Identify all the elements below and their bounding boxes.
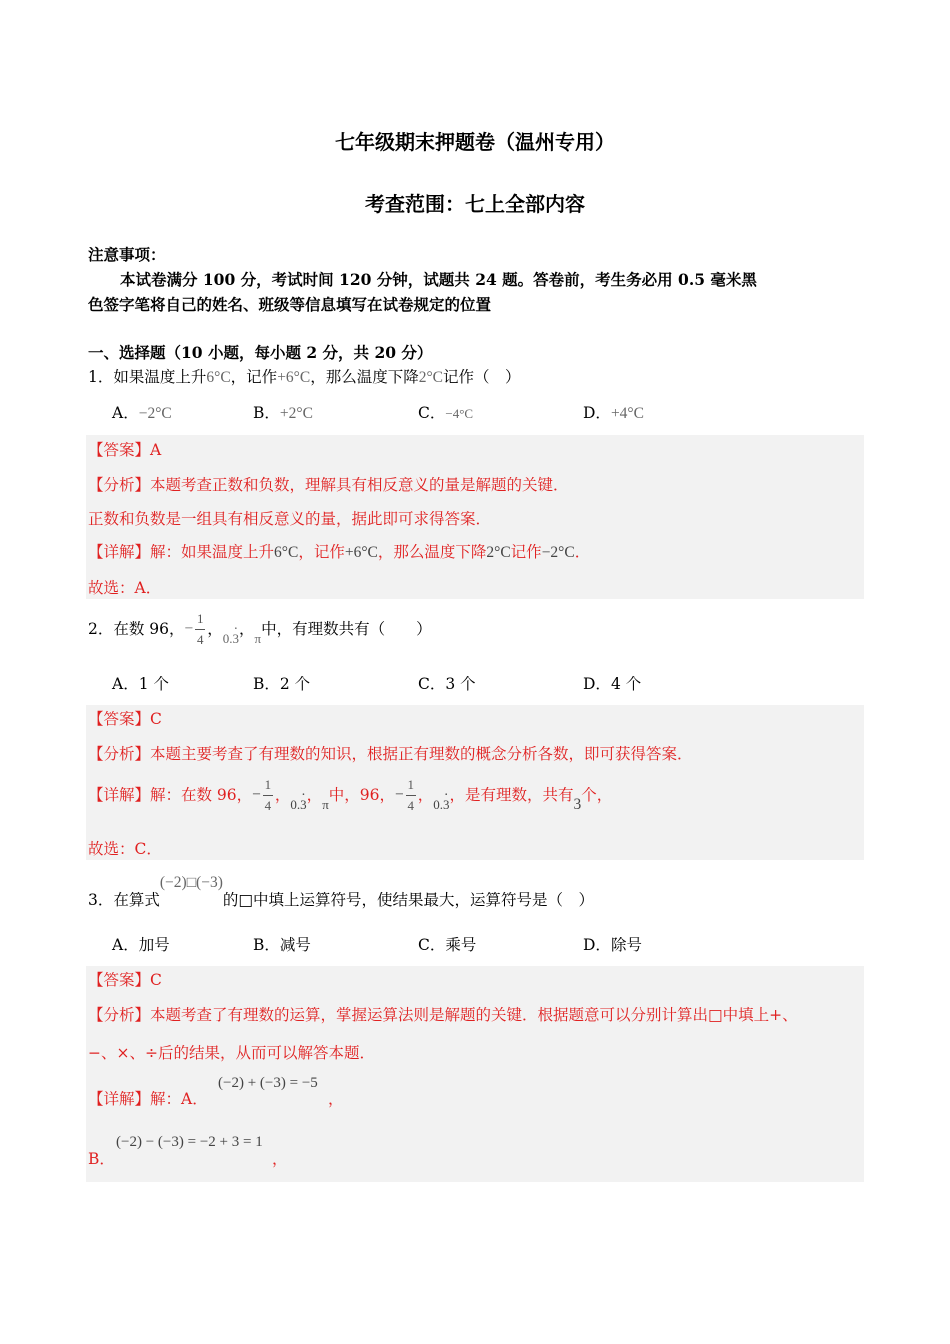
- q3-option-d: D．除号: [583, 936, 642, 954]
- q3-label-b: B．: [88, 1150, 115, 1168]
- q3-option-b: B．减号: [253, 936, 311, 954]
- q1-option-a: A．−2°C: [112, 404, 172, 422]
- q1-analysis-2: 正数和负数是一组具有相反意义的量，据此即可求得答案．: [88, 510, 492, 528]
- page-subtitle: 考查范围：七上全部内容: [365, 192, 585, 216]
- q3-equation-a: (−2) + (−3) = −5: [218, 1075, 318, 1091]
- math-2c: 2°C: [418, 369, 444, 386]
- q1-stem: 1．如果温度上升6°C，记作+6°C，那么温度下降2°C记作（ ）: [88, 368, 521, 386]
- q2-option-b: B．2 个: [253, 675, 311, 693]
- q2-option-c: C．3 个: [418, 675, 476, 693]
- notice-line-2: 色签字笔将自己的姓名、班级等信息填写在试卷规定的位置: [88, 295, 492, 314]
- q2-analysis-1: 【分析】本题主要考查了有理数的知识，根据正有理数的概念分析各数，即可获得答案．: [88, 745, 693, 763]
- q2-answer: 【答案】C: [88, 710, 162, 728]
- q3-answer: 【答案】C: [88, 971, 162, 989]
- q3-analysis-1: 【分析】本题考查了有理数的运算，掌握运算法则是解题的关键．根据题意可以分别计算出□中填上+、: [88, 1006, 798, 1024]
- q3-detail-a: 【详解】解：A．: [88, 1090, 208, 1108]
- q1-answer: 【答案】A: [88, 441, 162, 459]
- q3-analysis-2: −、×、÷后的结果，从而可以解答本题．: [88, 1044, 375, 1062]
- repeating-decimal-dot: 3 ·: [233, 631, 240, 646]
- q2-option-d: D．4 个: [583, 675, 642, 693]
- q3-comma-a: ，: [328, 1090, 344, 1108]
- q2-option-a: A．1 个: [112, 675, 169, 693]
- q1-analysis-1: 【分析】本题考查正数和负数，理解具有相反意义的量是解题的关键．: [88, 476, 569, 494]
- q1-detail: 【详解】解：如果温度上升6°C，记作+6°C，那么温度下降2°C记作−2°C．: [88, 543, 591, 561]
- section-heading: 一、选择题（10 小题，每小题 2 分，共 20 分）: [88, 343, 433, 362]
- q3-option-a: A．加号: [112, 936, 170, 954]
- notice-line-1: 本试卷满分 100 分，考试时间 120 分钟，试题共 24 题。答卷前，考生务必用 0.5 毫米黑: [120, 270, 757, 289]
- q1-option-d: D．+4°C: [583, 404, 644, 422]
- page-title: 七年级期末押题卷（温州专用）: [335, 130, 615, 154]
- q3-option-c: C．乘号: [418, 936, 477, 954]
- q2-stem: 2．在数 96，− $\frac{1}{4}$ ，$_{0.3}$ ·，$_\pi$中，有理数共有（ ）: [88, 612, 432, 647]
- q1-conclusion: 故选：A．: [88, 579, 162, 597]
- q3-stem: 3．在算式(−2)□(−3)的□中填上运算符号，使结果最大，运算符号是（ ）: [88, 874, 595, 909]
- fraction-one-quarter: $\frac{1}{4}$: [197, 611, 204, 647]
- math-6c: 6°C: [206, 369, 231, 386]
- notice-heading: 注意事项：: [88, 245, 166, 264]
- math-plus-6c: +6°C: [277, 369, 311, 386]
- math-expression: (−2)□(−3): [159, 874, 223, 891]
- q1-option-b: B．+2°C: [253, 404, 313, 422]
- q3-comma-b: ，: [272, 1150, 288, 1168]
- q3-equation-b: (−2) − (−3) = −2 + 3 = 1: [116, 1134, 263, 1150]
- q2-detail: 【详解】解：在数 96，− $\frac{1}{4}$ ，$_{0.3}$ ·，$_\pi$中，96，− $\frac{1}{4}$ ，$_{0.3}$ ·，是有理数，共有3个，: [88, 778, 612, 815]
- q1-option-c: C．−4°C: [418, 404, 474, 422]
- q2-conclusion: 故选：C．: [88, 840, 162, 858]
